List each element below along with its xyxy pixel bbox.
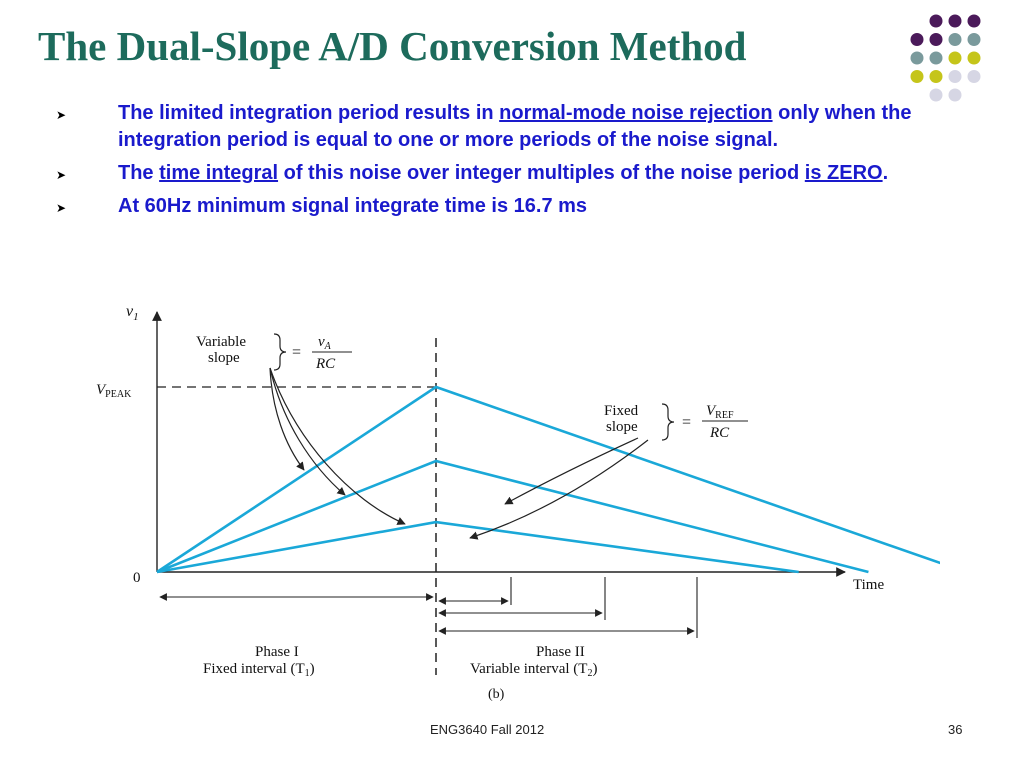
variable-slope-arrow xyxy=(270,368,304,470)
bullet-arrow-icon: ➤ xyxy=(56,201,67,215)
underlined-term: is ZERO xyxy=(804,162,883,184)
decorative-dot xyxy=(949,89,962,102)
fixed-slope-numerator: $V_{REF}$ xyxy=(706,403,734,421)
slide-number: 36 xyxy=(948,722,963,737)
decorative-dot xyxy=(949,15,962,28)
variable-slope-denominator: RC xyxy=(316,356,336,372)
footer-course: ENG3640 Fall 2012 xyxy=(430,722,545,737)
bullet-arrow-icon: ➤ xyxy=(56,108,67,122)
integrator-ramp xyxy=(157,387,940,572)
decorative-dot xyxy=(911,70,924,83)
bullet-item: ➤ The limited integration period results in normal-mode noise rejection only when the integration period is equal to one or more periods of the noise signal. xyxy=(56,102,912,151)
decorative-dot xyxy=(911,52,924,65)
integrator-ramps xyxy=(157,387,940,572)
decorative-dot xyxy=(949,70,962,83)
underlined-term: normal-mode noise rejection xyxy=(499,102,773,124)
equals-sign: = xyxy=(682,414,692,431)
variable-slope-numerator: $v_A$ xyxy=(318,334,331,352)
variable-slope-label: Variable xyxy=(196,334,246,350)
fixed-slope-denominator: RC xyxy=(710,425,730,441)
fixed-slope-label: Fixed xyxy=(604,403,639,419)
x-axis-label: Time xyxy=(853,577,885,593)
fixed-slope-arrow xyxy=(505,438,638,504)
decorative-dot xyxy=(911,33,924,46)
fixed-slope-arrow xyxy=(470,440,648,538)
decorative-dot xyxy=(968,70,981,83)
decorative-dot xyxy=(930,15,943,28)
phase1-title: Phase I xyxy=(255,644,299,660)
dual-slope-diagram xyxy=(60,290,940,710)
variable-slope-label-2: slope xyxy=(208,350,240,366)
phase2-desc: Variable interval $(T_2)$ xyxy=(470,661,598,679)
slide-title: The Dual-Slope A/D Conversion Method xyxy=(38,23,747,69)
fixed-slope-label-2: slope xyxy=(606,419,638,435)
decorative-dot xyxy=(949,52,962,65)
decorative-dot xyxy=(930,89,943,102)
decorative-dot xyxy=(930,33,943,46)
y-axis-label: $v_1$ xyxy=(126,303,139,323)
decorative-dot xyxy=(930,70,943,83)
integrator-ramp xyxy=(157,461,868,572)
variable-slope-brace xyxy=(274,334,286,370)
decorative-dot xyxy=(968,52,981,65)
equals-sign: = xyxy=(292,344,302,361)
bullet-item: ➤ The time integral of this noise over integer multiples of the noise period is ZERO. xyxy=(56,160,926,187)
decorative-dot xyxy=(968,33,981,46)
fixed-slope-brace xyxy=(662,404,674,440)
vpeak-label: $V_{PEAK}$ xyxy=(96,382,132,400)
bullet-item: ➤ At 60Hz minimum signal integrate time is 16.7 ms xyxy=(56,193,926,220)
underlined-term: time integral xyxy=(159,162,279,184)
decorative-dot xyxy=(930,52,943,65)
origin-label: 0 xyxy=(133,570,141,586)
bullet-arrow-icon: ➤ xyxy=(56,168,67,182)
decorative-dot xyxy=(949,33,962,46)
phase2-title: Phase II xyxy=(536,644,585,660)
phase1-desc: Fixed interval $(T_1)$ xyxy=(203,661,315,679)
figure-caption: (b) xyxy=(488,687,505,702)
decorative-dot xyxy=(968,15,981,28)
bullet-list xyxy=(56,100,926,226)
